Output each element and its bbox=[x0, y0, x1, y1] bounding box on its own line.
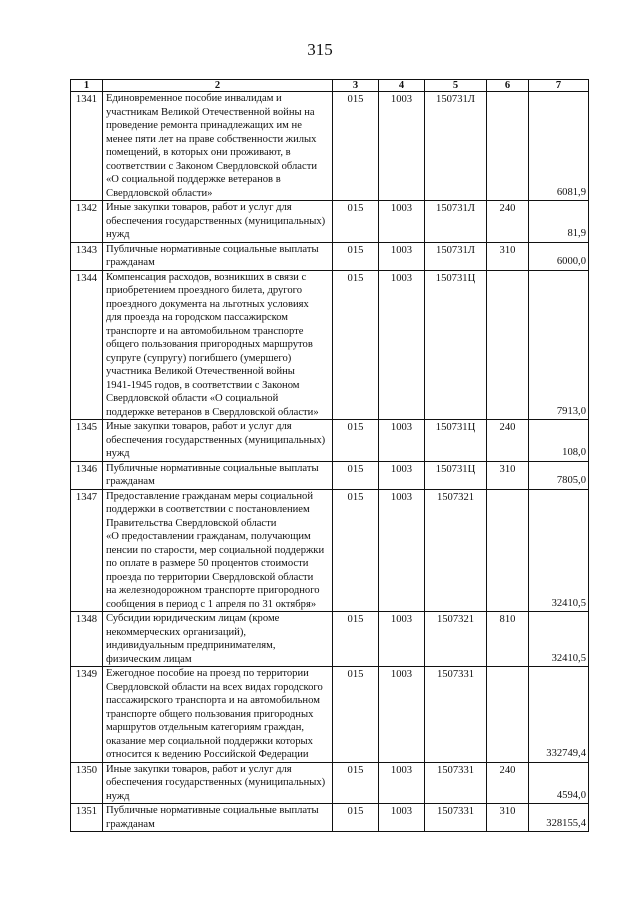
row-number: 1346 bbox=[71, 461, 103, 489]
row-name-line: проездного документа на льготных условиях bbox=[106, 298, 309, 310]
code-col6 bbox=[487, 489, 529, 612]
budget-table bbox=[70, 79, 589, 832]
row-name-line: поддержки в соответствии с постановлением bbox=[106, 504, 310, 515]
row-name-line: Свердловской области на всех видах городского bbox=[106, 681, 323, 693]
code-col3: 015 bbox=[333, 461, 379, 489]
table-body bbox=[71, 92, 589, 832]
code-col5: 150731Л bbox=[425, 92, 487, 201]
row-name-line: транспорте и на автомобильном транспорте bbox=[106, 325, 304, 337]
amount: 6081,9 bbox=[529, 92, 589, 201]
row-name bbox=[103, 92, 333, 201]
amount: 108,0 bbox=[529, 420, 589, 462]
code-col3: 015 bbox=[333, 242, 379, 270]
table-row bbox=[71, 612, 589, 667]
row-name bbox=[103, 804, 333, 832]
row-number: 1342 bbox=[71, 201, 103, 243]
row-name-line: маршрутов отдельным категориям граждан, bbox=[106, 722, 305, 733]
code-col5: 150731Ц bbox=[425, 420, 487, 462]
code-col5: 150731Л bbox=[425, 201, 487, 243]
row-name-line: менее пяти лет на праве собственности жилых bbox=[106, 133, 317, 145]
row-name-line: проезда по территории Свердловской области bbox=[106, 571, 314, 583]
row-name-line: 1941-1945 годов, в соответствии с Законом bbox=[106, 379, 300, 391]
code-col5: 1507331 bbox=[425, 804, 487, 832]
code-col4: 1003 bbox=[379, 667, 425, 763]
row-name bbox=[103, 612, 333, 667]
table-row bbox=[71, 461, 589, 489]
code-col6: 240 bbox=[487, 201, 529, 243]
column-header: 7 bbox=[529, 80, 589, 92]
row-name-line: индивидуальным предпринимателям, bbox=[106, 640, 276, 651]
amount: 332749,4 bbox=[529, 667, 589, 763]
row-name-line: Свердловской области «О социальной bbox=[106, 393, 279, 404]
row-name-line: Субсидии юридическим лицам (кроме bbox=[106, 613, 280, 624]
code-col6 bbox=[487, 667, 529, 763]
row-name bbox=[103, 461, 333, 489]
code-col3: 015 bbox=[333, 201, 379, 243]
row-name-line: физическим лицам bbox=[106, 653, 192, 665]
row-name-line: Публичные нормативные социальные выплаты bbox=[106, 805, 319, 816]
row-name-line: нужд bbox=[106, 229, 130, 240]
amount: 4594,0 bbox=[529, 762, 589, 804]
table-row bbox=[71, 762, 589, 804]
code-col3: 015 bbox=[333, 270, 379, 420]
table-row bbox=[71, 667, 589, 763]
row-name-line: участника Великой Отечественной войны bbox=[106, 366, 295, 377]
row-name-line: сообщения в период с 1 апреля по 31 октября» bbox=[106, 598, 317, 610]
row-name-line: Компенсация расходов, возникших в связи с bbox=[106, 271, 307, 283]
row-name-line: для проезда на городском пассажирском bbox=[106, 312, 288, 323]
row-name-line: гражданам bbox=[106, 476, 155, 487]
row-name bbox=[103, 667, 333, 763]
table-row bbox=[71, 804, 589, 832]
row-number: 1344 bbox=[71, 270, 103, 420]
row-number: 1343 bbox=[71, 242, 103, 270]
row-name-line: Правительства Свердловской области bbox=[106, 517, 277, 529]
row-name bbox=[103, 489, 333, 612]
amount: 81,9 bbox=[529, 201, 589, 243]
column-header: 6 bbox=[487, 80, 529, 92]
column-header: 3 bbox=[333, 80, 379, 92]
row-name-line: Публичные нормативные социальные выплаты bbox=[106, 462, 319, 474]
code-col5: 1507321 bbox=[425, 612, 487, 667]
amount: 32410,5 bbox=[529, 612, 589, 667]
row-name-line: Публичные нормативные социальные выплаты bbox=[106, 243, 319, 255]
row-name-line: транспорте общего пользования пригородных bbox=[106, 708, 314, 720]
code-col6: 310 bbox=[487, 242, 529, 270]
row-name-line: общего пользования пригородных маршрутов bbox=[106, 339, 313, 350]
row-name bbox=[103, 420, 333, 462]
row-name-line: гражданам bbox=[106, 818, 155, 830]
code-col4: 1003 bbox=[379, 804, 425, 832]
row-name-line: пассажирского транспорта и на автомобильном bbox=[106, 695, 320, 706]
row-number: 1350 bbox=[71, 762, 103, 804]
table-row bbox=[71, 420, 589, 462]
table-row bbox=[71, 201, 589, 243]
row-name-line: обеспечения государственных (муниципальных) bbox=[106, 434, 326, 446]
row-name-line: помещений, в которых они проживают, в bbox=[106, 147, 291, 158]
code-col5: 1507321 bbox=[425, 489, 487, 612]
code-col6: 810 bbox=[487, 612, 529, 667]
row-name-line: обеспечения государственных (муниципальных) bbox=[106, 777, 326, 788]
amount: 7805,0 bbox=[529, 461, 589, 489]
row-name-line: относится к ведению Российской Федерации bbox=[106, 749, 309, 760]
amount: 328155,4 bbox=[529, 804, 589, 832]
code-col3: 015 bbox=[333, 92, 379, 201]
row-name-line: нужд bbox=[106, 448, 130, 459]
code-col6: 310 bbox=[487, 461, 529, 489]
row-name-line: поддержке ветеранов в Свердловской области» bbox=[106, 406, 319, 418]
page-number: 315 bbox=[307, 40, 333, 59]
code-col5: 1507331 bbox=[425, 667, 487, 763]
amount: 32410,5 bbox=[529, 489, 589, 612]
row-number: 1341 bbox=[71, 92, 103, 201]
code-col5: 1507331 bbox=[425, 762, 487, 804]
code-col5: 150731Ц bbox=[425, 461, 487, 489]
row-number: 1351 bbox=[71, 804, 103, 832]
row-name-line: нужд bbox=[106, 790, 130, 802]
row-number: 1349 bbox=[71, 667, 103, 763]
code-col6: 240 bbox=[487, 762, 529, 804]
code-col4: 1003 bbox=[379, 92, 425, 201]
row-name bbox=[103, 762, 333, 804]
table-row bbox=[71, 92, 589, 201]
row-name-line: участникам Великой Отечественной войны на bbox=[106, 106, 315, 118]
code-col3: 015 bbox=[333, 420, 379, 462]
amount: 7913,0 bbox=[529, 270, 589, 420]
row-name bbox=[103, 270, 333, 420]
code-col4: 1003 bbox=[379, 270, 425, 420]
row-name-line: «О предоставлении гражданам, получающим bbox=[106, 531, 311, 542]
row-name-line: «О социальной поддержке ветеранов в bbox=[106, 174, 281, 185]
row-number: 1347 bbox=[71, 489, 103, 612]
column-header: 2 bbox=[103, 80, 333, 92]
code-col3: 015 bbox=[333, 667, 379, 763]
row-number: 1348 bbox=[71, 612, 103, 667]
table-row bbox=[71, 270, 589, 420]
row-name-line: Иные закупки товаров, работ и услуг для bbox=[106, 763, 292, 775]
code-col4: 1003 bbox=[379, 489, 425, 612]
row-number: 1345 bbox=[71, 420, 103, 462]
row-name-line: по оплате в размере 50 процентов стоимости bbox=[106, 558, 309, 569]
code-col3: 015 bbox=[333, 489, 379, 612]
row-name-line: Ежегодное пособие на проезд по территории bbox=[106, 668, 309, 679]
row-name-line: оказание мер социальной поддержки которых bbox=[106, 735, 313, 747]
column-header: 4 bbox=[379, 80, 425, 92]
row-name-line: на железнодорожном транспорте пригородного bbox=[106, 585, 320, 596]
row-name-line: Иные закупки товаров, работ и услуг для bbox=[106, 421, 292, 432]
table-header-row bbox=[71, 80, 589, 92]
row-name bbox=[103, 242, 333, 270]
code-col6 bbox=[487, 270, 529, 420]
row-name-line: гражданам bbox=[106, 257, 155, 268]
row-name-line: некоммерческих организаций), bbox=[106, 626, 247, 638]
row-name-line: супруге (супругу) погибшего (умершего) bbox=[106, 352, 292, 364]
code-col3: 015 bbox=[333, 804, 379, 832]
code-col5: 150731Л bbox=[425, 242, 487, 270]
code-col6 bbox=[487, 92, 529, 201]
code-col4: 1003 bbox=[379, 420, 425, 462]
code-col5: 150731Ц bbox=[425, 270, 487, 420]
row-name-line: Иные закупки товаров, работ и услуг для bbox=[106, 202, 292, 213]
table-row bbox=[71, 242, 589, 270]
row-name-line: соответствии с Законом Свердловской области bbox=[106, 160, 318, 172]
column-header: 1 bbox=[71, 80, 103, 92]
amount: 6000,0 bbox=[529, 242, 589, 270]
column-header: 5 bbox=[425, 80, 487, 92]
row-name-line: Свердловской области» bbox=[106, 187, 213, 199]
code-col4: 1003 bbox=[379, 201, 425, 243]
row-name-line: обеспечения государственных (муниципальных) bbox=[106, 215, 326, 227]
row-name-line: Предоставление гражданам меры социальной bbox=[106, 490, 313, 502]
code-col4: 1003 bbox=[379, 461, 425, 489]
code-col3: 015 bbox=[333, 762, 379, 804]
row-name-line: Единовременное пособие инвалидам и bbox=[106, 93, 282, 104]
code-col6: 310 bbox=[487, 804, 529, 832]
code-col6: 240 bbox=[487, 420, 529, 462]
code-col3: 015 bbox=[333, 612, 379, 667]
row-name-line: приобретением проездного билета, другого bbox=[106, 285, 303, 296]
table-row bbox=[71, 489, 589, 612]
row-name bbox=[103, 201, 333, 243]
code-col4: 1003 bbox=[379, 242, 425, 270]
row-name-line: пенсии по старости, мер социальной поддержки bbox=[106, 544, 325, 556]
row-name-line: проведение ремонта принадлежащих им не bbox=[106, 120, 302, 131]
code-col4: 1003 bbox=[379, 762, 425, 804]
code-col4: 1003 bbox=[379, 612, 425, 667]
